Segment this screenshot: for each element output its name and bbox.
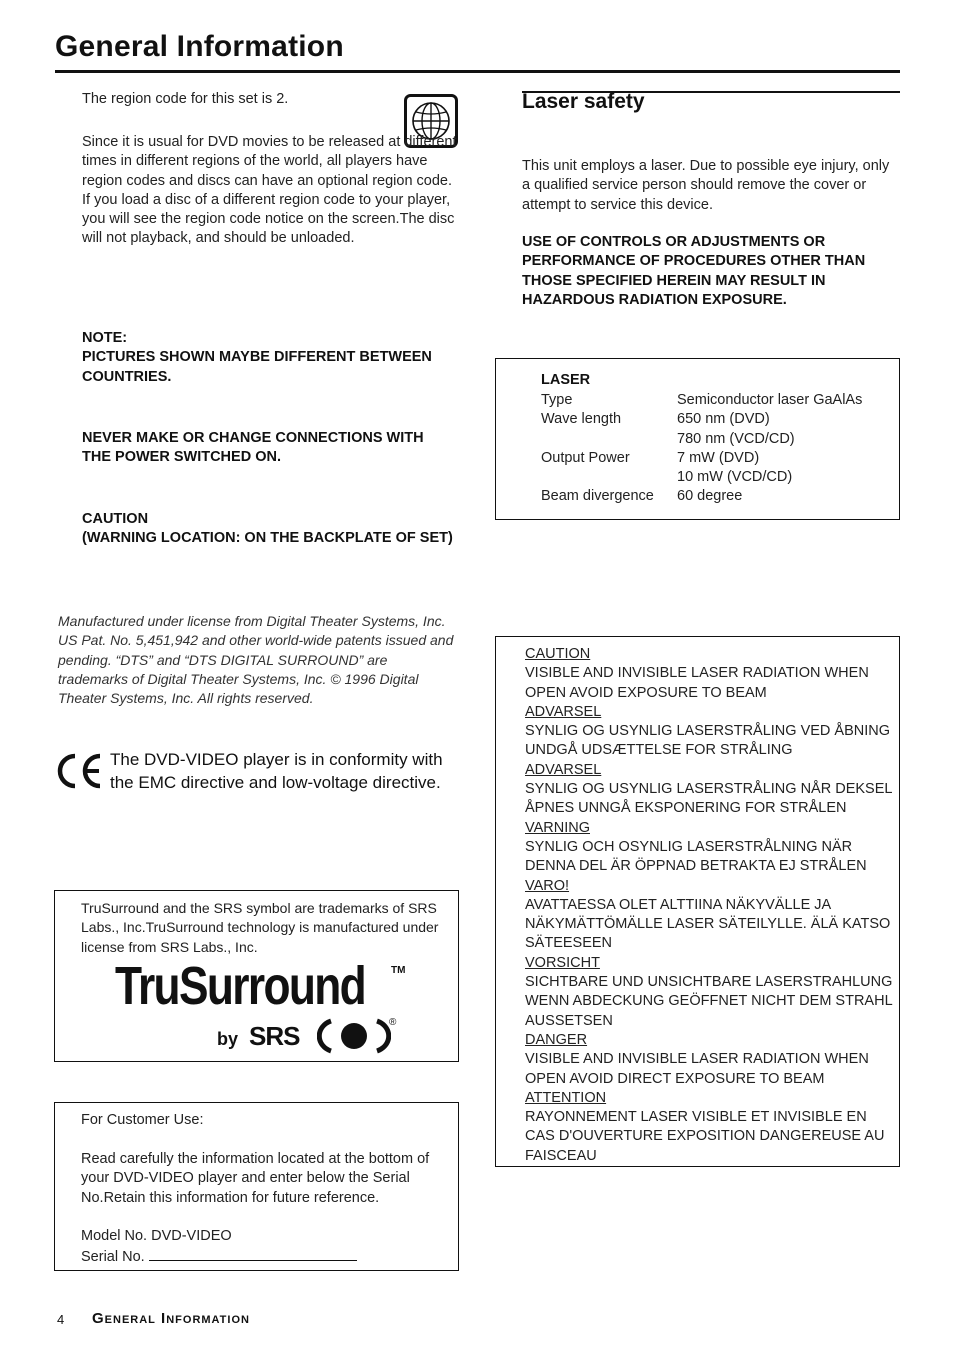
laser-spec-box (495, 358, 900, 520)
serial-label: Serial No. (81, 1249, 145, 1265)
warning-text: SICHTBARE UND UNSICHTBARE LASERSTRAHLUNG WENN ABDECKUNG GEÖFFNET NICHT DEM STRAHL AUSSETSEN (525, 974, 893, 1029)
spec-label (541, 430, 677, 449)
warning-heading: VARNING (525, 819, 590, 836)
spec-value: 60 degree (677, 488, 743, 505)
warning-label-list (525, 645, 893, 1166)
srs-logo-text: SRS (249, 1021, 300, 1051)
serial-number-field[interactable] (149, 1246, 357, 1261)
warning-heading: VARO! (525, 877, 570, 894)
footer-section-label: General Information (92, 1310, 250, 1327)
customer-use-box (54, 1102, 459, 1271)
srs-by-label: by (217, 1029, 239, 1049)
region-code-text: The region code for this set is 2. (82, 91, 289, 107)
laser-safety-heading: Laser safety (522, 90, 645, 113)
dts-license-text: Manufactured under license from Digital Theater Systems, Inc. US Pat. No. 5,451,942 and other world-wide patents issued and pending. “DTS” and “DTS DIGITAL SURROUND” are trademarks of Digital Theater Systems, Inc. © 1996 Digital Theater Systems, Inc. All rights reserved. (58, 613, 454, 707)
spec-value: 780 nm (VCD/CD) (677, 430, 795, 447)
spec-label: Beam divergence (541, 488, 654, 505)
note-text: PICTURES SHOWN MAYBE DIFFERENT BETWEEN COUNTRIES. (82, 349, 432, 385)
laser-spec-table (541, 391, 862, 507)
model-number-line: Model No. DVD-VIDEO (81, 1228, 232, 1244)
spec-row (541, 391, 862, 410)
page-title: General Information (55, 30, 344, 63)
trusurround-text: TruSurround and the SRS symbol are trademarks of SRS Labs., Inc.TruSurround technology is manufactured under license from SRS Labs., Inc. (81, 900, 439, 955)
never-connect-warning: NEVER MAKE OR CHANGE CONNECTIONS WITH THE POWER SWITCHED ON. (82, 430, 424, 466)
note-label: NOTE: (82, 330, 128, 346)
trusurround-box (54, 890, 459, 1062)
warning-text: SYNLIG OCH OSYNLIG LASERSTRÅLNING NÄR DENNA DEL ÄR ÖPPNAD BETRAKTA EJ STRÅLEN (525, 838, 867, 875)
conformity-text: The DVD-VIDEO player is in conformity with the EMC directive and low-voltage directive. (110, 750, 443, 792)
srs-circle-logo-icon (317, 1017, 391, 1055)
warning-heading: ADVARSEL (525, 703, 602, 720)
caution-block (82, 510, 462, 549)
warning-text: RAYONNEMENT LASER VISIBLE ET INVISIBLE EN CAS D'OUVERTURE EXPOSITION DANGEREUSE AU FAISCEAU (525, 1109, 885, 1164)
spec-value: 7 mW (DVD) (677, 449, 760, 466)
warning-heading: VORSICHT (525, 954, 600, 971)
page-number: 4 (57, 1312, 65, 1327)
spec-label: Wave length (541, 411, 622, 428)
warning-heading: ADVARSEL (525, 761, 602, 778)
spec-row (541, 487, 862, 506)
spec-value: 10 mW (VCD/CD) (677, 469, 793, 486)
warning-text: VISIBLE AND INVISIBLE LASER RADIATION WHEN OPEN AVOID EXPOSURE TO BEAM (525, 665, 869, 701)
warning-text: SYNLIG OG USYNLIG LASERSTRÅLING NÅR DEKSEL ÅPNES UNNGÅ EKSPONERING FOR STRÅLEN (525, 781, 892, 817)
warning-text: SYNLIG OG USYNLIG LASERSTRÅLING VED ÅBNING UNDGÅ UDSÆTTELSE FOR STRÅLING (525, 723, 891, 759)
spec-value: 650 nm (DVD) (677, 411, 770, 428)
serial-number-line (81, 1246, 441, 1267)
laser-warning-labels-box (495, 636, 900, 1167)
laser-spec-title: LASER (541, 372, 591, 388)
customer-paragraph: Read carefully the information located at the bottom of your DVD-VIDEO player and enter below the Serial No.Retain this information for future reference. (81, 1151, 430, 1206)
customer-title: For Customer Use: (81, 1112, 204, 1128)
spec-label: Output Power (541, 449, 630, 466)
warning-text: AVATTAESSA OLET ALTTIINA NÄKYVÄLLE JA NÄKYMÄTTÖMÄLLE LASER SÄTEILYLLE. ÄLÄ KATSO SÄTEESEEN (525, 896, 891, 952)
warning-heading: ATTENTION (525, 1089, 607, 1106)
spec-row (541, 430, 862, 449)
spec-label (541, 468, 677, 487)
trusurround-logo: TruSurround (115, 956, 366, 1016)
caution-label: CAUTION (82, 511, 149, 527)
laser-intro-text: This unit employs a laser. Due to possible eye injury, only a qualified service person should remove the cover or attempt to service this device. (522, 158, 890, 213)
spec-row (541, 449, 862, 468)
spec-label: Type (541, 392, 573, 408)
trademark-symbol: TM (391, 965, 406, 976)
registered-symbol: ® (389, 1017, 397, 1028)
note-block (82, 329, 452, 387)
region-paragraph (82, 133, 460, 249)
hazard-warning-text: USE OF CONTROLS OR ADJUSTMENTS OR PERFORMANCE OF PROCEDURES OTHER THAN THOSE SPECIFIED HEREIN MAY RESULT IN HAZARDOUS RADIATION EXPOSURE. (522, 234, 866, 308)
spec-row (541, 468, 862, 487)
ce-mark-icon (55, 752, 103, 790)
warning-heading: DANGER (525, 1031, 588, 1048)
title-rule (55, 70, 900, 73)
warning-text: VISIBLE AND INVISIBLE LASER RADIATION WHEN OPEN AVOID DIRECT EXPOSURE TO BEAM (525, 1051, 869, 1087)
caution-text: (WARNING LOCATION: ON THE BACKPLATE OF SET) (82, 530, 453, 547)
warning-heading: CAUTION (525, 646, 591, 662)
region-paragraph-text: Since it is usual for DVD movies to be released at different times in different regions of the world, all players have region codes and discs can have an optional region code. If you load a disc of a different region code to your player, you will see the region code notice on the screen.The disc will not playback, and should be unloaded. (82, 134, 457, 247)
spec-value: Semiconductor laser GaAlAs (677, 392, 863, 408)
spec-row (541, 410, 862, 429)
